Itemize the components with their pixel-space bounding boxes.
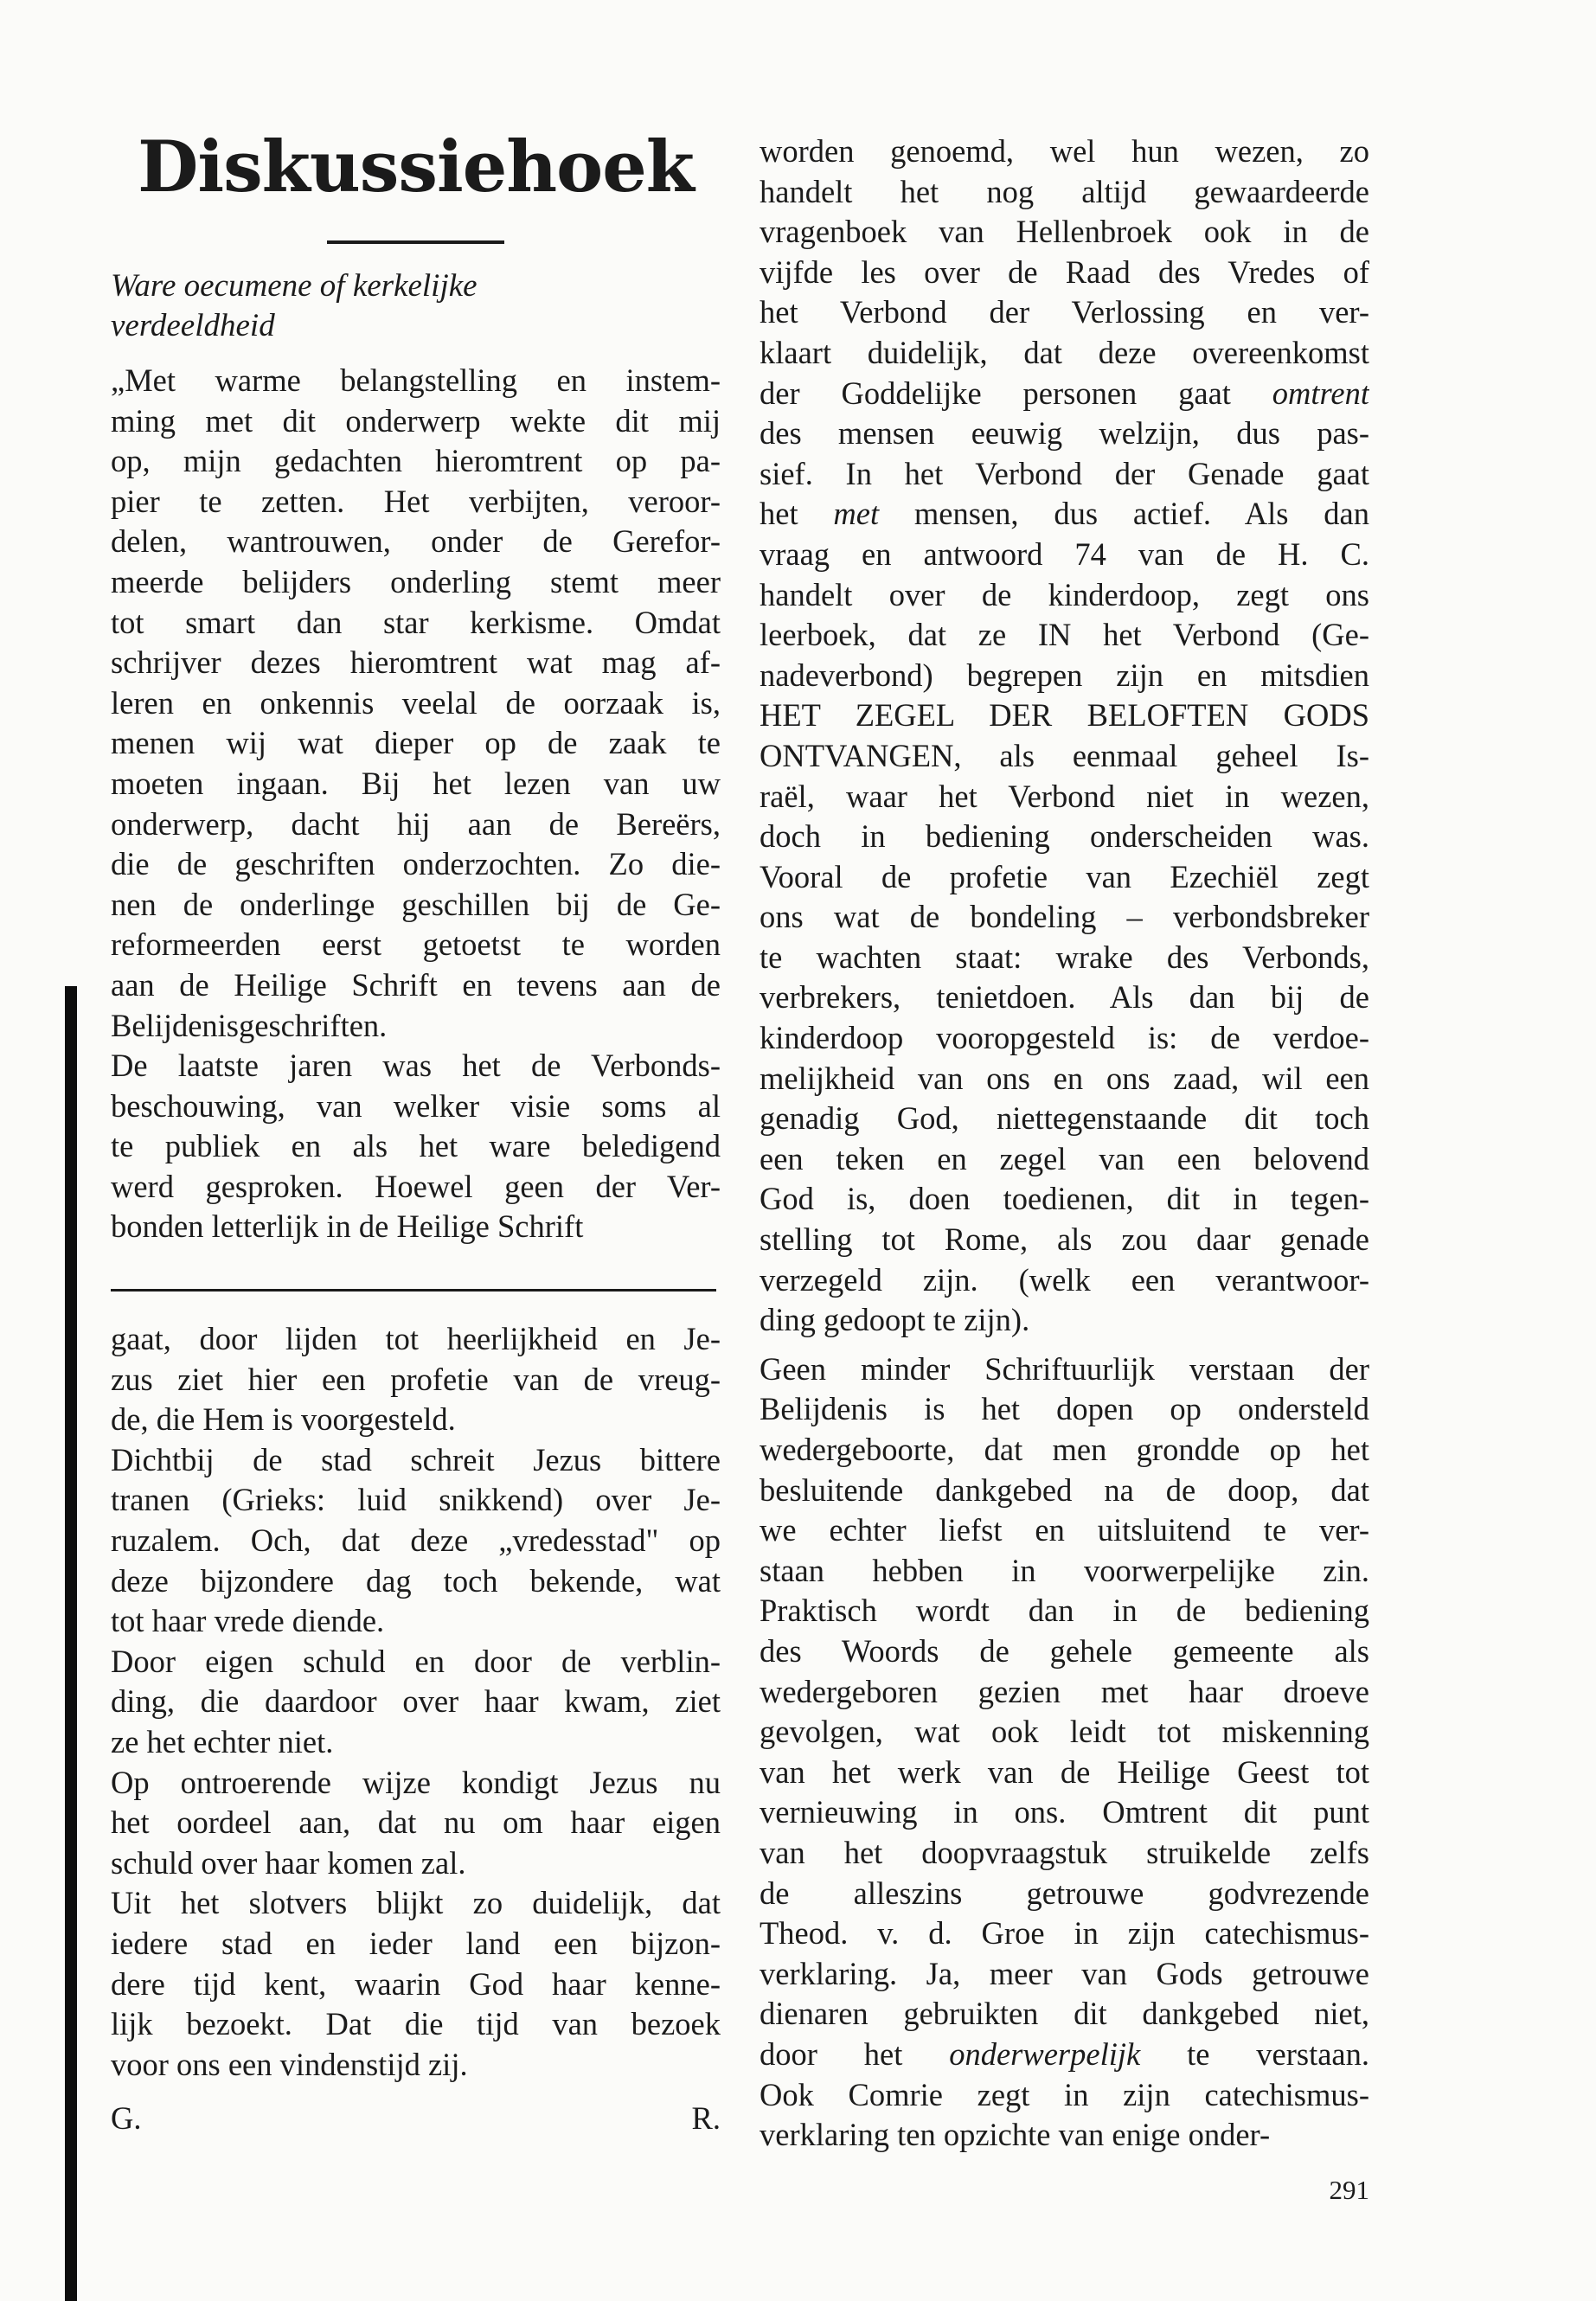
text-line: iedere stad en ieder land een bijzon- — [111, 1925, 721, 1961]
text-line: God is, doen toedienen, dit in tegen- — [760, 1181, 1369, 1217]
text-line: het Verbond der Verlossing en ver- — [760, 294, 1369, 330]
text-line: wedergeboorte, dat men grondde op het — [760, 1432, 1369, 1467]
text-line: vernieuwing in ons. Omtrent dit punt — [760, 1794, 1369, 1830]
left-top-body-text — [111, 361, 721, 1247]
text-line: der Goddelijke personen gaat omtrent — [760, 375, 1369, 411]
text-line: schrijver dezes hieromtrent wat mag af- — [111, 644, 721, 681]
signature-initial-left: G. — [111, 2100, 142, 2137]
text-line: te publiek en als het ware beledigend — [111, 1128, 721, 1164]
text-line: schuld over haar komen zal. — [111, 1844, 466, 1881]
text-line: Belijdenis is het dopen op ondersteld — [760, 1391, 1369, 1427]
text-line: HET ZEGEL DER BELOFTEN GODS — [760, 697, 1369, 734]
text-line: dere tijd kent, waarin God haar kenne- — [111, 1965, 721, 2002]
text-line: gaat, door lijden tot heerlijkheid en Je- — [111, 1321, 721, 1356]
text-line: op, mijn gedachten hieromtrent op pa- — [111, 443, 721, 479]
text-line: werd gesproken. Hoewel geen der Ver- — [111, 1168, 721, 1204]
text-line: beschouwing, van welker visie soms al — [111, 1087, 721, 1124]
text-line: we echter liefst en uitsluitend te ver- — [760, 1512, 1369, 1548]
text-line: dienaren gebruikten dit dankgebed niet, — [760, 1996, 1369, 2032]
text-line: kinderdoop vooropgesteld is: de verdoe- — [760, 1020, 1369, 1056]
text-line: „Met warme belangstelling en instem- — [111, 362, 721, 398]
text-line: besluitende dankgebed na de doop, dat — [760, 1471, 1369, 1508]
text-line: meerde belijders onderling stemt meer — [111, 563, 721, 599]
text-line: aan de Heilige Schrift en tevens aan de — [111, 966, 721, 1003]
subtitle-line: verdeeldheid — [111, 308, 275, 343]
binding-edge-shadow — [65, 986, 77, 2301]
text-line: melijkheid van ons en ons zaad, wil een — [760, 1060, 1369, 1096]
right-body-text — [760, 131, 1369, 2156]
text-line: vijfde les over de Raad des Vredes of — [760, 253, 1369, 290]
text-line: door het onderwerpelijk te verstaan. — [760, 2035, 1369, 2072]
text-line: zus ziet hier een profetie van de vreug- — [111, 1361, 721, 1397]
text-line: tranen (Grieks: luid snikkend) over Je- — [111, 1482, 721, 1518]
text-line: des Woords de gehele gemeente als — [760, 1632, 1369, 1669]
text-line: het oordeel aan, dat nu om haar eigen — [111, 1804, 721, 1841]
text-line: te wachten staat: wrake des Verbonds, — [760, 939, 1369, 975]
text-line: handelt het nog altijd gewaardeerde — [760, 173, 1369, 209]
text-line: de alleszins getrouwe godvrezende — [760, 1875, 1369, 1911]
text-line: die de geschriften onderzochten. Zo die- — [111, 846, 721, 882]
text-line: tot smart dan star kerkisme. Omdat — [111, 604, 721, 640]
text-line: verklaring ten opzichte van enige onder- — [760, 2117, 1271, 2153]
section-divider-rule — [111, 1289, 716, 1292]
paragraph — [111, 1319, 721, 1440]
text-line: Door eigen schuld en door de verblin- — [111, 1643, 721, 1679]
text-line: pier te zetten. Het verbijten, veroor- — [111, 483, 721, 519]
text-line: ONTVANGEN, als eenmaal geheel Is- — [760, 737, 1369, 773]
subtitle-line: Ware oecumene of kerkelijke — [111, 268, 478, 304]
text-line: Dichtbij de stad schreit Jezus bittere — [111, 1441, 721, 1477]
text-line: verzegeld zijn. (welk een verantwoor- — [760, 1261, 1369, 1298]
signature-line — [111, 2099, 721, 2139]
text-line: ding, die daardoor over haar kwam, ziet — [111, 1683, 721, 1720]
text-line: Vooral de profetie van Ezechiël zegt — [760, 858, 1369, 894]
text-line: menen wij wat dieper op de zaak te — [111, 725, 721, 761]
text-line: worden genoemd, wel hun wezen, zo — [760, 133, 1369, 169]
signature-initial-right: R. — [691, 2100, 721, 2137]
text-line: ruzalem. Och, dat deze „vredesstad" op — [111, 1522, 721, 1558]
text-line: verklaring. Ja, meer van Gods getrouwe — [760, 1955, 1369, 1991]
paragraph — [111, 1046, 721, 1247]
text-line: een teken en zegel van een belovend — [760, 1140, 1369, 1176]
text-line: van het werk van de Heilige Geest tot — [760, 1753, 1369, 1790]
text-line: des mensen eeuwig welzijn, dus pas- — [760, 415, 1369, 452]
text-line: nadeverbond) begrepen zijn en mitsdien — [760, 657, 1369, 693]
page-number: 291 — [1329, 2175, 1369, 2205]
text-line: doch in bediening onderscheiden was. — [760, 818, 1369, 855]
text-line: Praktisch wordt dan in de bediening — [760, 1593, 1369, 1629]
text-line: staan hebben in voorwerpelijke zin. — [760, 1552, 1369, 1588]
text-line: moeten ingaan. Bij het lezen van uw — [111, 765, 721, 801]
article-subtitle — [111, 266, 721, 346]
text-line: stelling tot Rome, als zou daar genade — [760, 1221, 1369, 1258]
text-line: reformeerden eerst getoetst te worden — [111, 926, 721, 963]
text-line: tot haar vrede diende. — [111, 1603, 385, 1639]
right-column — [760, 131, 1369, 2156]
left-column-top — [111, 126, 721, 1247]
emphasized-word: omtrent — [1272, 375, 1369, 411]
text-line: Belijdenisgeschriften. — [111, 1007, 388, 1043]
emphasized-word: onderwerpelijk — [949, 2035, 1141, 2072]
paragraph — [111, 1763, 721, 1884]
text-line: vragenboek van Hellenbroek ook in de — [760, 214, 1369, 250]
paragraph — [111, 1440, 721, 1642]
paragraph — [111, 1883, 721, 2085]
text-line: leerboek, dat ze IN het Verbond (Ge- — [760, 617, 1369, 653]
text-line: leren en onkennis veelal de oorzaak is, — [111, 684, 721, 721]
text-line: de, die Hem is voorgesteld. — [111, 1401, 456, 1438]
paragraph — [760, 1349, 1369, 2156]
text-line: Theod. v. d. Groe in zijn catechismus- — [760, 1915, 1369, 1952]
paragraph — [111, 361, 721, 1046]
text-line: verbrekers, tenietdoen. Als dan bij de — [760, 979, 1369, 1016]
text-line: van het doopvraagstuk struikelde zelfs — [760, 1834, 1369, 1870]
text-line: Geen minder Schriftuurlijk verstaan der — [760, 1350, 1369, 1387]
text-line: klaart duidelijk, dat deze overeenkomst — [760, 334, 1369, 370]
text-line: Uit het slotvers blijkt zo duidelijk, dat — [111, 1885, 721, 1921]
text-line: wedergeboren gezien met haar droeve — [760, 1673, 1369, 1709]
text-line: ons wat de bondeling – verbondsbreker — [760, 899, 1369, 935]
title-underline-rule — [327, 240, 504, 244]
left-bottom-body-text — [111, 1319, 721, 2085]
text-line: raël, waar het Verbond niet in wezen, — [760, 778, 1369, 814]
text-line: handelt over de kinderdoop, zegt ons — [760, 576, 1369, 612]
text-line: ze het echter niet. — [111, 1723, 334, 1759]
text-line: deze bijzondere dag toch bekende, wat — [111, 1562, 721, 1599]
text-line: het met mensen, dus actief. Als dan — [760, 496, 1369, 532]
page-title: Diskussiehoek — [138, 126, 694, 208]
text-line: De laatste jaren was het de Verbonds- — [111, 1048, 721, 1084]
text-line: nen de onderlinge geschillen bij de Ge- — [111, 886, 721, 922]
text-line: voor ons een vindenstijd zij. — [111, 2046, 468, 2082]
text-line: sief. In het Verbond der Genade gaat — [760, 455, 1369, 491]
text-line: bonden letterlijk in de Heilige Schrift — [111, 1208, 584, 1245]
text-line: gevolgen, wat ook leidt tot miskenning — [760, 1714, 1369, 1750]
left-column-bottom — [111, 1319, 721, 2139]
text-line: onderwerp, dacht hij aan de Bereërs, — [111, 805, 721, 842]
text-line: Op ontroerende wijze kondigt Jezus nu — [111, 1764, 721, 1800]
text-line: lijk bezoekt. Dat die tijd van bezoek — [111, 2006, 721, 2042]
paragraph — [760, 131, 1369, 1341]
text-line: Ook Comrie zegt in zijn catechismus- — [760, 2076, 1369, 2112]
text-line: genadig God, niettegenstaande dit toch — [760, 1100, 1369, 1137]
text-line: vraag en antwoord 74 van de H. C. — [760, 535, 1369, 572]
text-line: delen, wantrouwen, onder de Gerefor- — [111, 523, 721, 560]
text-line: ming met dit onderwerp wekte dit mij — [111, 402, 721, 439]
emphasized-word: met — [833, 496, 880, 532]
text-line: ding gedoopt te zijn). — [760, 1302, 1030, 1338]
paragraph — [111, 1642, 721, 1763]
